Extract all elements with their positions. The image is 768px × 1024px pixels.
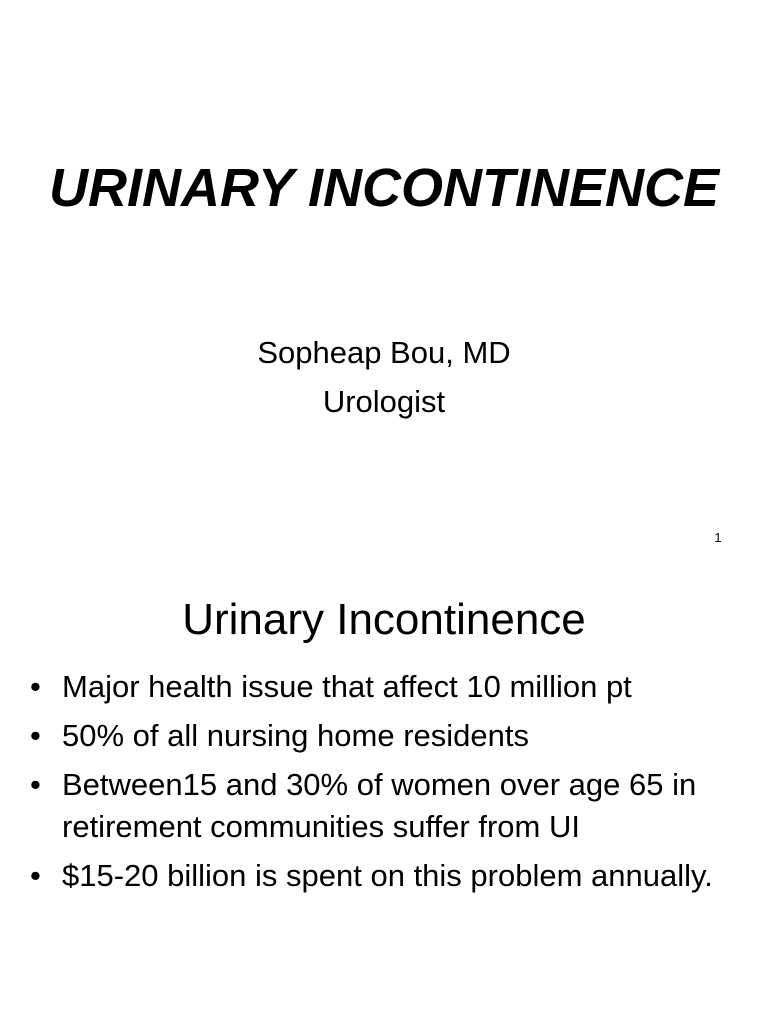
content-slide [0,576,768,1024]
page-number: 1 [714,530,722,545]
bullet-text: 50% of all nursing home residents [62,718,529,753]
slide-title: URINARY INCONTINENCE [48,158,720,218]
bullet-icon: • [30,718,41,753]
bullet-item [30,855,750,897]
bullet-list [30,666,750,904]
bullet-text: Between15 and 30% of women over age 65 in retirement communities suffer from UI [62,767,697,844]
bullet-text: $15-20 billion is spent on this problem annually. [62,858,713,893]
bullet-text: Major health issue that affect 10 million pt [62,669,632,704]
bullet-item [30,715,750,757]
bullet-icon: • [30,767,41,802]
bullet-icon: • [30,858,41,893]
author-role: Urologist [322,384,446,419]
author-name: Sopheap Bou, MD [257,335,511,370]
bullet-icon: • [30,669,41,704]
bullet-item [30,666,750,708]
slide-heading: Urinary Incontinence [182,595,586,644]
bullet-item [30,764,750,848]
